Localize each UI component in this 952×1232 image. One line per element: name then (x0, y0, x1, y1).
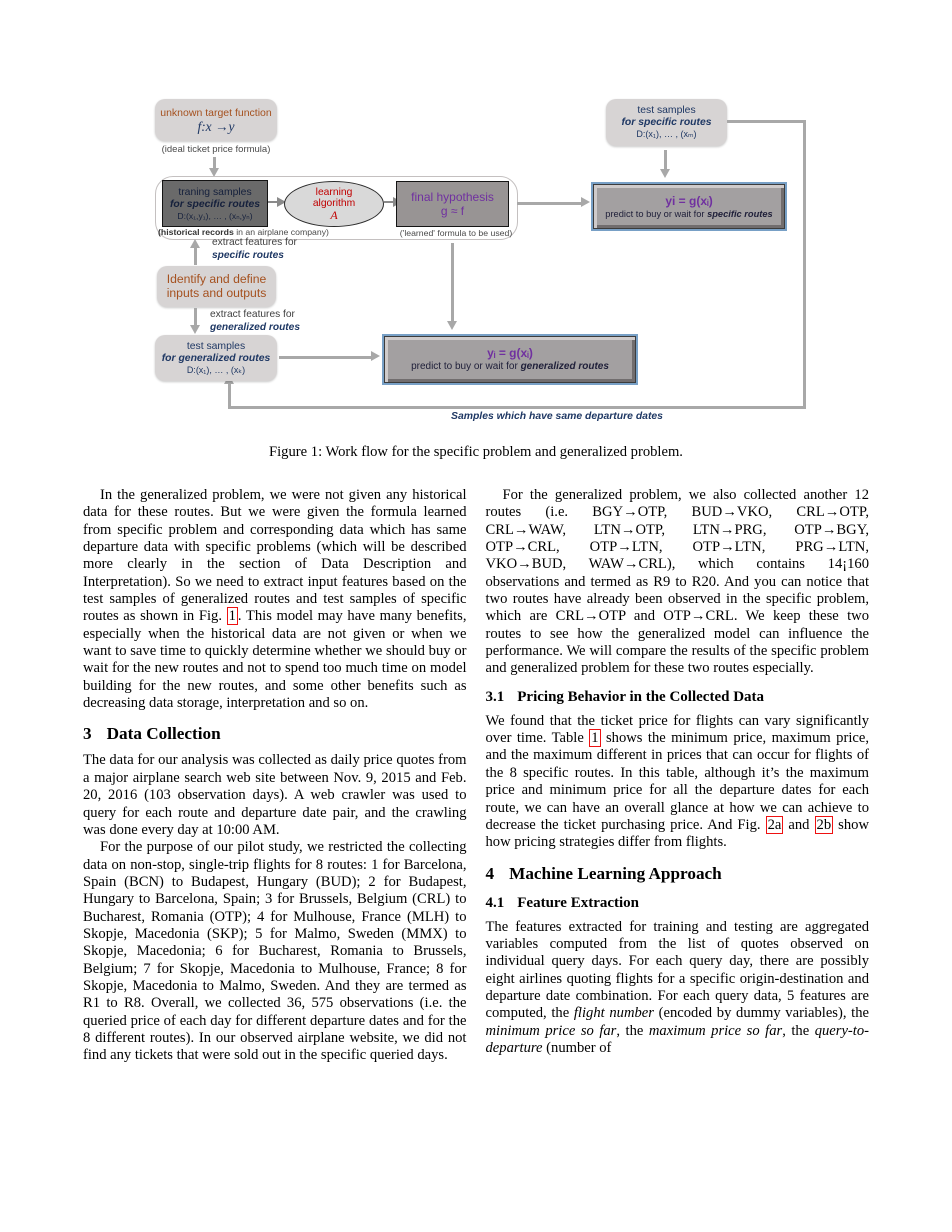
predict-generalized-text-b: generalized routes (520, 361, 609, 372)
final-hypothesis-box (396, 181, 509, 227)
section-number: 3 (83, 724, 92, 744)
arrow-testgeneralized-to-predict (279, 356, 373, 359)
training-samples-box (162, 180, 268, 227)
feedback-line-top (727, 120, 806, 123)
learning-label: learning (315, 186, 353, 198)
section-number: 4.1 (485, 894, 505, 911)
section-title: Pricing Behavior in the Collected Data (517, 688, 765, 705)
predict-specific-text-b: specific routes (707, 208, 773, 219)
learned-formula-label: ('learned' formula to be used) (399, 228, 513, 238)
text-run: , the (616, 1022, 649, 1039)
arrowhead-up-icon (190, 239, 200, 248)
feedback-label: Samples which have same departure dates (451, 411, 663, 422)
section-heading (486, 689, 870, 706)
section-title: Machine Learning Approach (509, 863, 722, 883)
unknown-target-label: unknown target function (160, 106, 272, 119)
text-run: (encoded by dummy variables), the (653, 1005, 869, 1022)
identify-inputs-outputs-box (157, 266, 276, 307)
italic-term: query-to-departure (485, 1022, 870, 1056)
arrow-identify-up (194, 247, 197, 265)
text-run: The features extracted for training and testing are aggregated variables computed from the list of quotes observed on individual query days. For each query day, there are possibly eight airlines quoting flights for a specific origin-destination and departure date combination. For each query data, 5 features are computed, the (485, 918, 869, 1022)
final-hypothesis-label: final hypothesis (411, 190, 494, 204)
feedback-line-bottom (228, 406, 806, 409)
extract-specific-line2: specific routes (212, 249, 284, 261)
text-run: In the generalized problem, we were not given any historical data for these routes. But we were given the formula learned from specific problem and corresponding data which has same departure data with specific problems (which will be described more clearly in the section of Data Description and Interpretation). So we need to extract input features based on the test samples of generalized routes and test samples of specific routes as shown in Fig. (83, 487, 467, 625)
arrow-final-to-predict-specific (517, 202, 583, 205)
section-number: 3.1 (485, 688, 505, 705)
predict-specific-text-a: predict to buy or wait for (605, 208, 708, 219)
arrowhead-down-icon (660, 169, 670, 178)
text-run: For the purpose of our pilot study, we restricted the collecting data on non-stop, single-trip flights for 8 routes: 1 for Barcelona, Spain (BCN) to Budapest, Hungary (BUD); 2 for Budapest, Hungary to Barcelona, Spain; 3 for Brussels, Belgium (CRL) to Bucharest, Romania (OTP); 4 for Mulhouse, France (MLH) to Skopje, Macedonia (SKP); 5 for Malmo, Sweden (MMX) to Skopje, Macedonia; 6 for Bucharest, Romania to Brussels, Belgium; 7 for Skopje, Macedonia to Mulhouse, France; 8 for Skopje, Macedonia to Malmo, Sweden. And they are termed as R1 to R8. Overall, we collected 36, 575 observations (i.e. the queried price of each day for different departure dates and for the 8 different routes). In our observed airplane website, we did not find any tickets that were sold out in the specific queried days. (83, 839, 467, 1064)
arrow-final-to-predict-generalized (451, 243, 454, 323)
test-generalized-line2: for generalized routes (161, 352, 271, 364)
arrowhead-right-icon (371, 351, 380, 361)
section-title: Data Collection (106, 724, 221, 744)
extract-specific-label (212, 237, 297, 262)
text-run: . This model may have many benefits, especially when the historical data are not given or when we want to save time to quickly determine whether we should buy or wait for the new routes and not to spend too much time on model building for the new routes, and some other benefits such as decreasing data storage, interpretation and so on. (83, 608, 467, 712)
arrowhead-right-icon (581, 197, 590, 207)
reference-link[interactable]: 2a (767, 816, 782, 833)
paragraph (83, 487, 467, 712)
left-column (83, 487, 467, 1065)
reference-link[interactable]: 2b (816, 816, 832, 833)
predict-specific-formula: yi = g(xᵢ) (665, 193, 713, 208)
target-function-formula: f:x →y (197, 118, 235, 134)
section-heading (486, 895, 870, 912)
algorithm-label: algorithm (312, 197, 356, 209)
test-specific-data: D:(x₁), … , (xₘ) (636, 129, 697, 139)
test-samples-generalized-box (155, 335, 277, 381)
paragraph (83, 752, 467, 839)
italic-term: minimum price so far (485, 1022, 617, 1039)
algorithm-symbol: A (330, 207, 338, 222)
reference-link[interactable]: 1 (591, 730, 599, 747)
test-specific-line1: test samples (637, 105, 696, 116)
extract-generalized-line2: generalized routes (210, 321, 301, 333)
arrowhead-down-icon (447, 321, 457, 330)
italic-term: maximum price so far (648, 1022, 783, 1039)
final-hypothesis-formula: g ≈ f (440, 204, 465, 218)
predict-generalized-text-a: predict to buy or wait for (411, 361, 521, 372)
arrow-identify-down (194, 308, 197, 326)
learning-algorithm-ellipse (284, 181, 384, 227)
text-run: shows the minimum price, maximum price, and the maximum different in prices that can occur for flights of the 8 specific routes. In this table, although it’s the maximum price and minimum price for all the departure dates for each route, we can have an overall glance at how we can achieve to decrease the ticket purchasing price. And Fig. (485, 730, 870, 833)
test-specific-line2: for specific routes (621, 117, 712, 128)
training-samples-data: D:(x₁,y₁), … , (xₙ,yₙ) (177, 210, 253, 221)
section-heading (486, 864, 870, 884)
section-title: Feature Extraction (517, 894, 640, 911)
identify-line1: Identify and define (166, 271, 267, 286)
training-samples-line1: traning samples (178, 186, 252, 198)
text-run: (number of (542, 1039, 612, 1056)
unknown-target-function-box (155, 99, 277, 141)
identify-line2: inputs and outputs (166, 285, 267, 300)
extract-generalized-label (210, 309, 300, 334)
section-heading (83, 724, 467, 744)
text-run: The data for our analysis was collected as daily price quotes from a major airplane search web site between Nov. 9, 2015 and Feb. 20, 2016 (103 observation days). A web crawler was used to query for each route and departure date pair, and the crawling was done every day at 10:00 AM. (83, 752, 467, 838)
paragraph (486, 919, 870, 1058)
test-samples-specific-box (606, 99, 727, 146)
predict-specific-text (605, 208, 772, 220)
predict-generalized-box (382, 334, 638, 385)
predict-generalized-text (411, 360, 609, 373)
test-generalized-line1: test samples (186, 340, 246, 352)
arrow-testspecific-to-predict (664, 150, 667, 171)
figure-caption: Figure 1: Work flow for the specific problem and generalized problem. (269, 444, 683, 460)
italic-term: flight number (573, 1005, 654, 1022)
extract-specific-line1: extract features for (212, 237, 297, 248)
text-run: show how pricing strategies differ from flights. (485, 816, 869, 851)
text-run: For the generalized problem, we also collected another 12 routes (i.e. BGY→OTP, BUD→VKO, CRL→OTP, CRL→WAW, LTN→OTP, LTN→PRG, OTP→BGY, OTP→CRL, OTP→LTN, OTP→LTN, PRG→LTN, VKO→BUD, WAW→CRL), which contains 14¡160 observations and termed as R9 to R20. And you can notice that two routes have already been observed in the specific problem, which are CRL→OTP and OTP→CRL. We keep these two routes to see how the generalized model can influence the performance. We will compare the results of the specific problem and generalized problem for these two routes especially. (485, 487, 869, 677)
extract-generalized-line1: extract features for (210, 309, 295, 320)
feedback-line-left (228, 384, 231, 409)
historical-records-bold: (historical records (158, 227, 234, 237)
predict-generalized-formula: yᵢ = g(xᵢ) (487, 346, 533, 360)
text-run: We found that the ticket price for flights can vary significantly over time. Table (485, 712, 869, 747)
figure-1-diagram (0, 0, 952, 470)
historical-records-label (158, 227, 329, 237)
paragraph (83, 839, 467, 1064)
ideal-formula-label: (ideal ticket price formula) (161, 144, 271, 155)
historical-records-rest: in an airplane company) (233, 227, 329, 237)
test-generalized-data: D:(x₁), … , (xₖ) (186, 364, 246, 375)
paragraph (486, 713, 870, 852)
two-column-text (83, 487, 869, 1065)
predict-specific-box (591, 182, 787, 231)
arrowhead-down-icon (190, 325, 200, 334)
right-column (486, 487, 870, 1065)
paragraph (486, 487, 870, 678)
text-run: and (783, 816, 815, 833)
section-number: 4 (485, 863, 495, 883)
feedback-line-right (803, 120, 806, 409)
text-run: , the (782, 1022, 815, 1039)
reference-link[interactable]: 1 (228, 608, 236, 625)
training-samples-line2: for specific routes (169, 198, 261, 210)
